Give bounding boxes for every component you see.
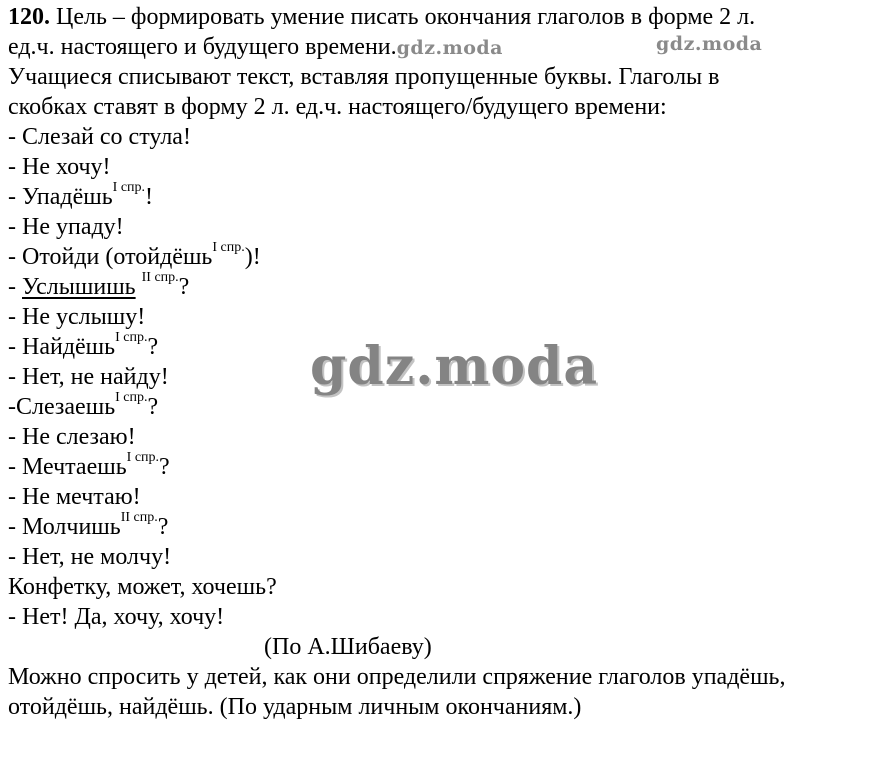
dialogue-text: - Молчишь [8,514,121,540]
dialogue-text: - Нет! Да, хочу, хочу! [8,604,225,630]
dialogue-text: -Слезаешь [8,394,116,420]
dialogue-line [8,152,880,182]
conjugation-mark: I спр. [212,240,245,255]
conjugation-mark: I спр. [115,330,148,345]
footer-line-1: Можно спросить у детей, как они определили спряжение глаголов упадёшь, [8,664,786,690]
dialogue-text: - Нет, не молчу! [8,544,172,570]
dialogue-punctuation: )! [244,244,261,270]
dialogue-text: - Мечтаешь [8,454,127,480]
dialogue-text: - Не хочу! [8,154,111,180]
dialogue-line [8,272,880,302]
dialogue-line [8,452,880,482]
dialogue-line [8,602,880,632]
dialogue-punctuation: ? [159,454,170,480]
conjugation-mark: II спр. [141,270,179,285]
dialogue-line [8,242,880,272]
dialogue-line [8,572,880,602]
dialogue-line [8,302,880,332]
dialogue-punctuation: ? [147,394,159,420]
dialogue-text: - Найдёшь [8,334,116,360]
watermark-large: gdz.moda [310,336,599,397]
conjugation-mark: II спр. [120,510,158,525]
dialogue-punctuation: ! [145,184,154,210]
dialogue-text: - Отойди (отойдёшь [8,244,213,270]
watermark-small: gdz.moda [396,37,503,59]
task-number: 120. [8,4,50,30]
dialogue-text: - [8,274,22,300]
task-goal-text-cont: ед.ч. настоящего и будущего времени. [8,34,397,60]
conjugation-mark: I спр. [112,180,146,195]
dialogue-text: - Не услышу! [8,304,146,330]
conjugation-mark: I спр. [126,450,160,465]
instructions-line-2: скобках ставят в форму 2 л. ед.ч. настоящего/будущего времени: [8,94,667,120]
dialogue-space [136,274,142,300]
underlined-verb: Услышишь [22,274,136,300]
dialogue-text: - Не упаду! [8,214,124,240]
dialogue-line [8,542,880,572]
dialogue-text: - Не слезаю! [8,424,136,450]
watermark-small-right: gdz.moda [656,33,763,55]
instructions-line-1: Учащиеся списывают текст, вставляя пропущенные буквы. Глаголы в [8,64,720,90]
dialogue-punctuation: ? [178,274,190,300]
dialogue-text: Конфетку, может, хочешь? [8,574,277,600]
dialogue-text: - Не мечтаю! [8,484,141,510]
dialogue-punctuation: ? [157,514,169,540]
dialogue-line [8,422,880,452]
dialogue-line [8,182,880,212]
conjugation-mark: I спр. [115,390,148,405]
dialogue-line [8,482,880,512]
dialogue-text: - Слезай со стула! [8,124,191,150]
footer-line-2: отойдёшь, найдёшь. (По ударным личным окончаниям.) [8,694,582,720]
dialogue-line [8,512,880,542]
dialogue-text: - Упадёшь [8,184,113,210]
dialogue-line [8,122,880,152]
dialogue-line [8,212,880,242]
attribution: (По А.Шибаеву) [264,634,432,660]
task-goal-text: Цель – формировать умение писать окончания глаголов в форме 2 л. [50,4,756,30]
task-header-line-1 [8,2,880,32]
dialogue-punctuation: ? [147,334,159,360]
dialogue-text: - Нет, не найду! [8,364,169,390]
